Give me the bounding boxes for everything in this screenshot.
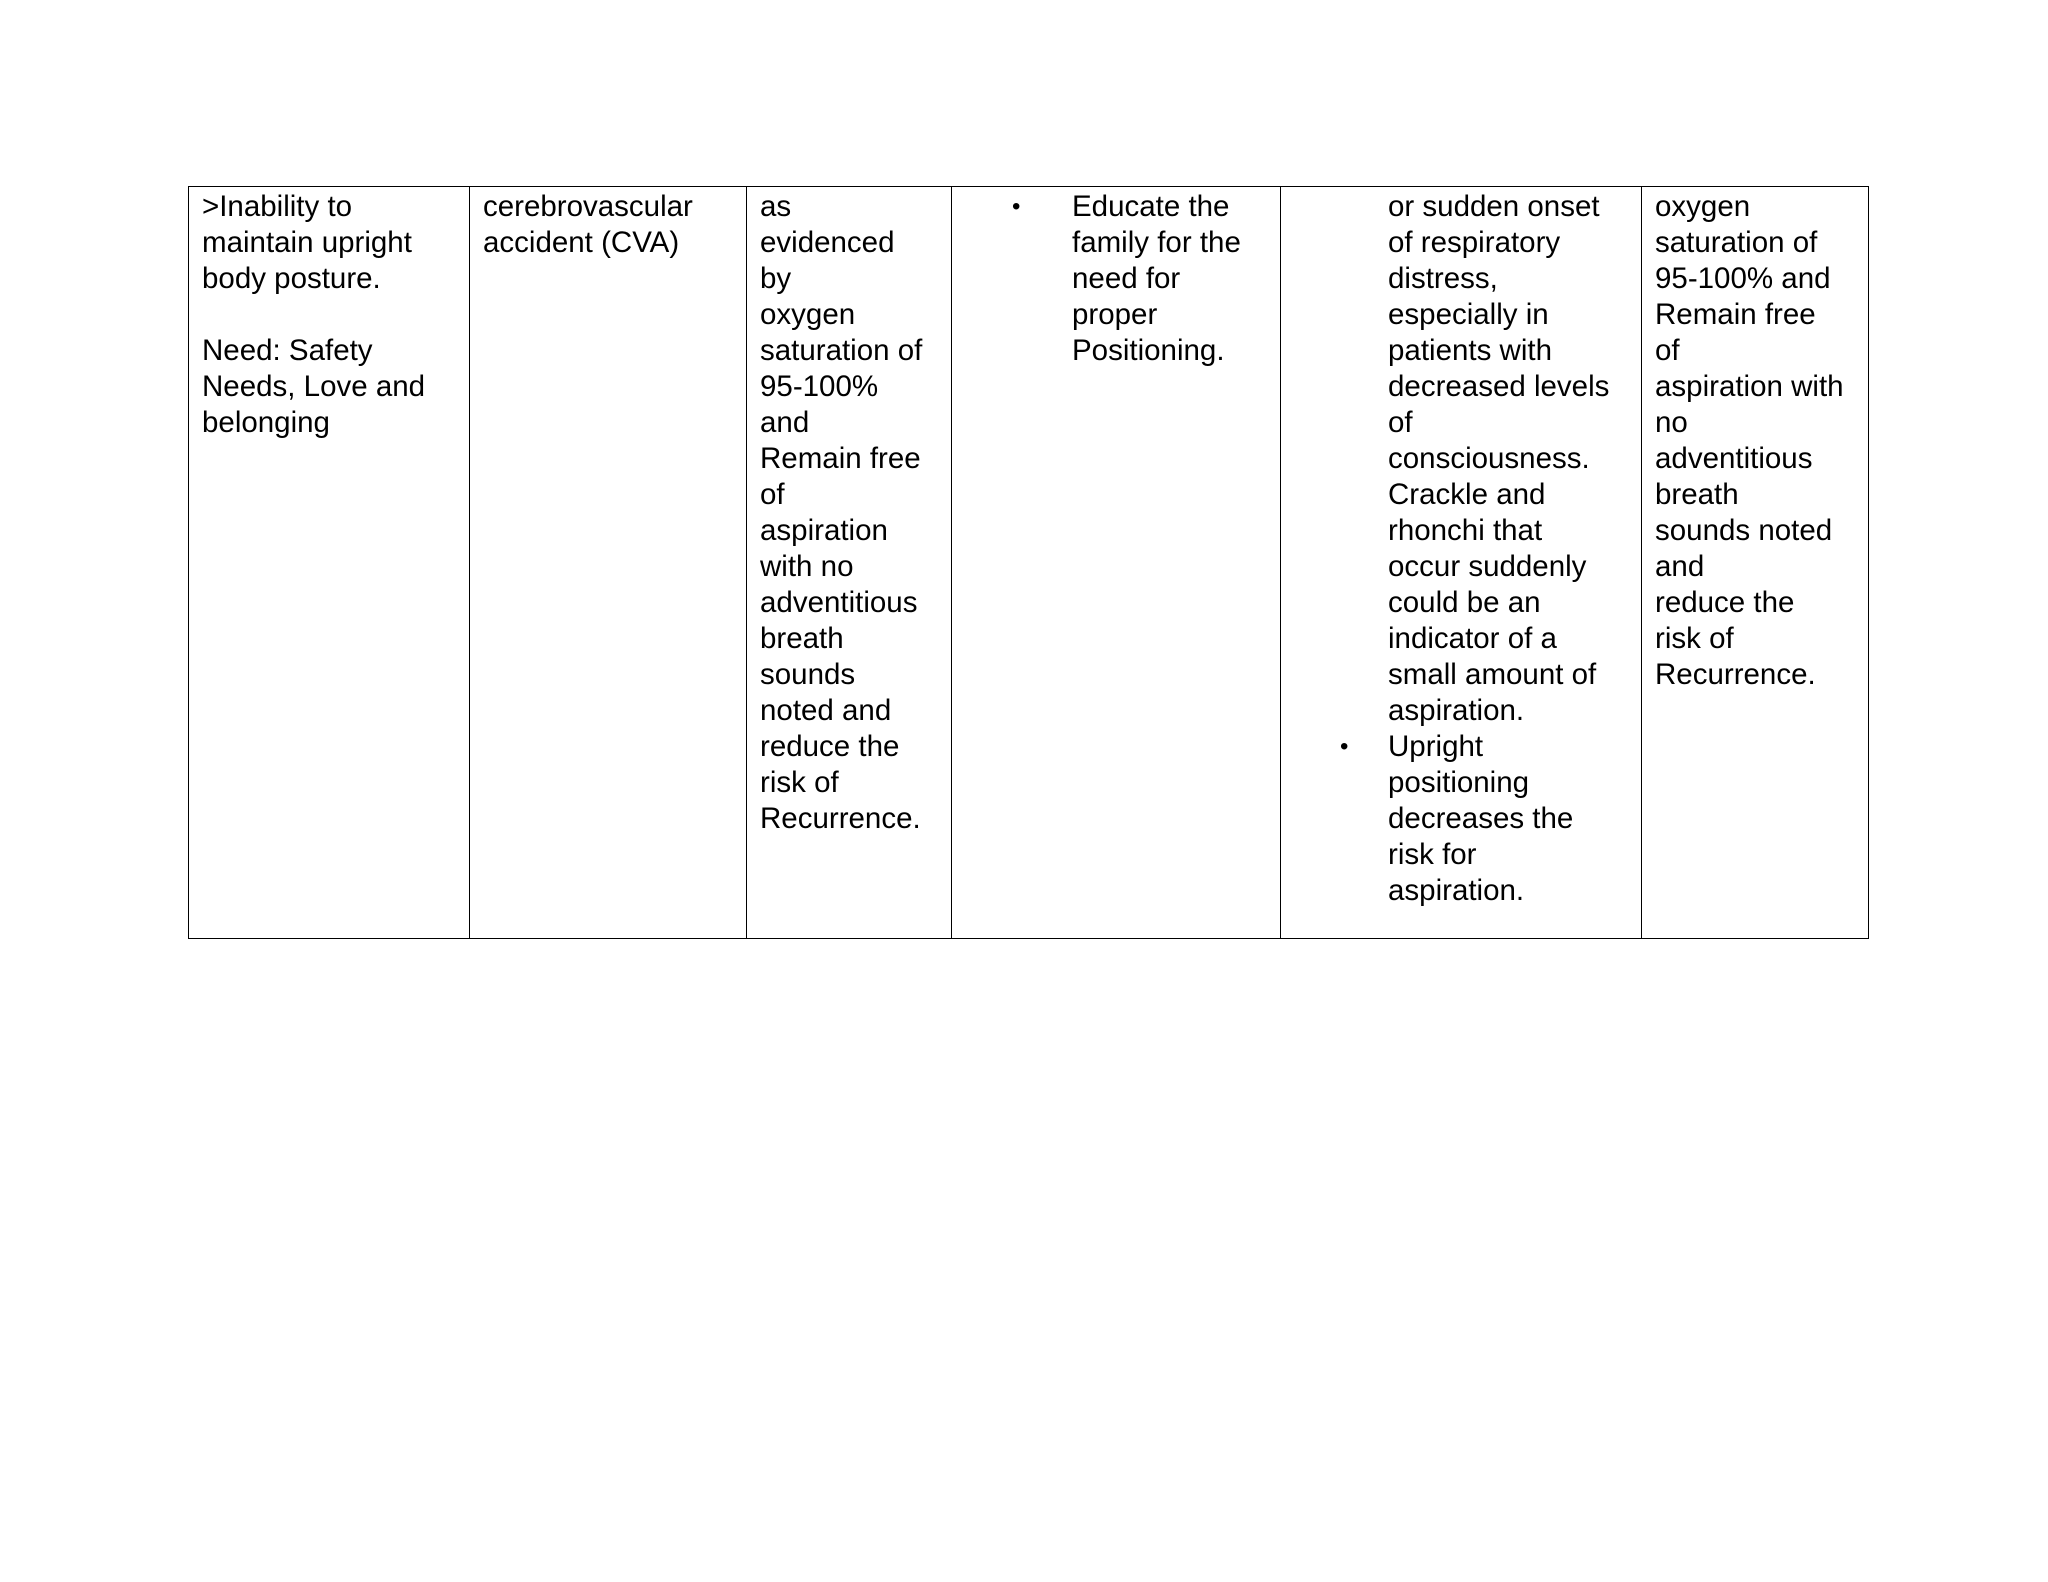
goal-text: as evidenced by oxygen saturation of 95-100% and Remain free of aspiration with no adventitious breath sounds noted and reduce the risk of Recurrence. — [760, 190, 923, 835]
goal-cell — [747, 187, 952, 939]
bullet-icon: • — [1340, 733, 1349, 760]
intervention-text: Educate the family for the need for proper Positioning. — [1072, 190, 1241, 367]
intervention-cell — [952, 187, 1281, 939]
evaluation-cell — [1642, 187, 1869, 939]
list-item — [1340, 729, 1629, 909]
need-text: Need: Safety Needs, Love and belonging — [202, 334, 426, 439]
list-item — [1012, 189, 1268, 369]
rationale-bullet-text: Upright positioning decreases the risk for aspiration. — [1388, 730, 1574, 907]
rationale-text: or sudden onset of respiratory distress, especially in patients with decreased levels of consciousness. Crackle and rhonchi that occur suddenly could be an indicator of a small amount of aspiration. — [1388, 190, 1610, 727]
intervention-list — [965, 189, 1268, 369]
table-row — [189, 187, 1869, 939]
cause-cell — [470, 187, 747, 939]
problem-cell — [189, 187, 470, 939]
cause-text: cerebrovascular accident (CVA) — [483, 190, 693, 259]
bullet-icon: • — [1012, 193, 1021, 220]
care-plan-table — [188, 186, 1869, 939]
evaluation-text: oxygen saturation of 95-100% and Remain free of aspiration with no adventitious breath sounds noted and reduce the risk of Recurrence. — [1655, 190, 1844, 691]
rationale-list — [1294, 729, 1629, 909]
problem-text: >Inability to maintain upright body posture. — [202, 190, 412, 295]
rationale-cell — [1281, 187, 1642, 939]
paragraph-spacer — [202, 297, 457, 333]
